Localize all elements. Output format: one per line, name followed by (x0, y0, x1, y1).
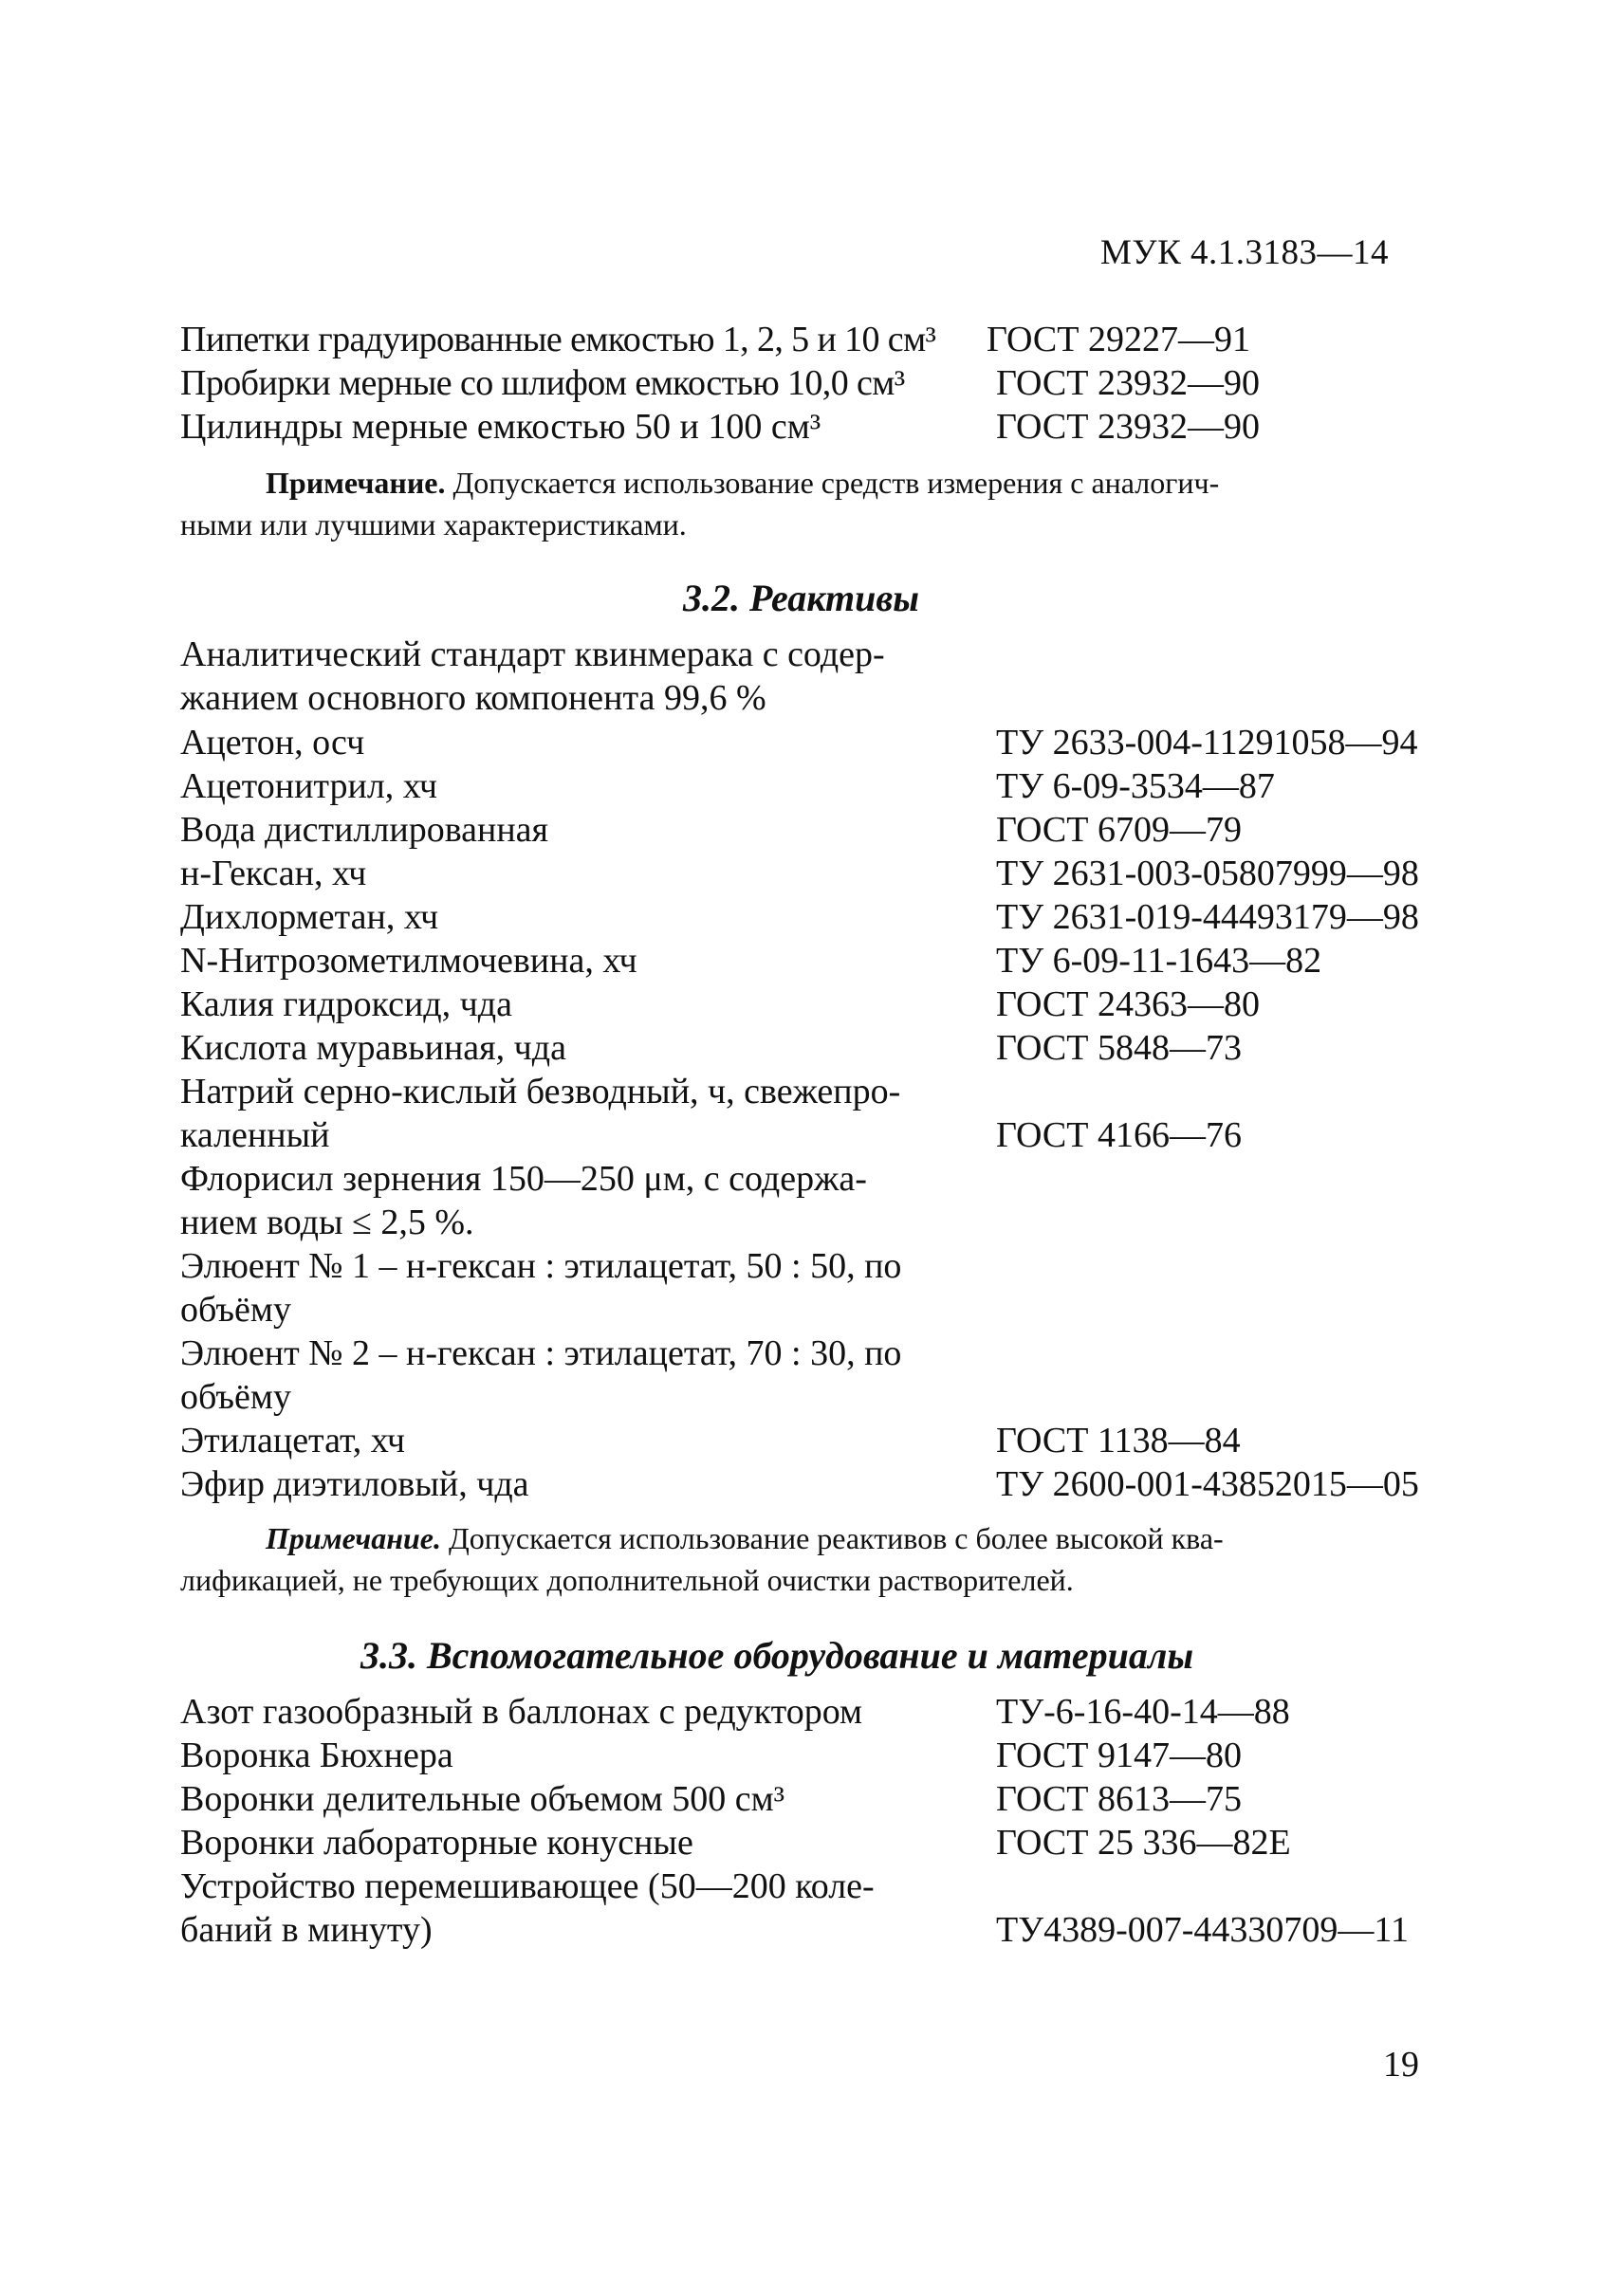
reagent-standard: ГОСТ 6709—79 (996, 810, 1242, 850)
reagent-row (180, 1419, 1508, 1462)
reagent-row (180, 1070, 1508, 1157)
reagent-name: н-Гексан, хч (180, 854, 367, 893)
reagent-name (180, 1244, 977, 1332)
reagent-standard: ТУ 2631-019-44493179—98 (996, 897, 1419, 937)
equipment-row (180, 1821, 1508, 1864)
reagent-name-line: объёму (180, 1377, 291, 1417)
note-line (180, 462, 1432, 504)
document-code: МУК 4.1.3183—14 (1100, 233, 1390, 272)
instrument-name: Пипетки градуированные емкостью 1, 2, 5 и 10 см³ (180, 320, 936, 359)
note-text: Допускается использование реактивов с более высокой ква- (448, 1521, 1224, 1555)
equipment-name: Воронка Бюхнера (180, 1736, 453, 1775)
reagent-standard: ТУ 2633-004-11291058—94 (996, 723, 1418, 762)
reagent-name-line: Флорисил зернения 150—250 μм, с содержа- (180, 1159, 867, 1199)
reagent-standard: ГОСТ 4166—76 (996, 1115, 1242, 1155)
instrument-standard: ГОСТ 23932—90 (996, 407, 1260, 447)
equipment-row (180, 1734, 1508, 1777)
reagent-standard: ТУ 6-09-3534—87 (996, 766, 1275, 806)
instrument-row (180, 361, 1508, 405)
instrument-row (180, 405, 1508, 449)
equipment-standard: ГОСТ 8613—75 (996, 1779, 1242, 1819)
reagent-name: Ацетон, осч (180, 723, 365, 762)
instrument-standard: ГОСТ 29227—91 (987, 320, 1250, 359)
equipment-standard: ГОСТ 9147—80 (996, 1736, 1242, 1775)
note-line: ными или лучшими характеристиками. (180, 507, 687, 542)
reagent-row (180, 895, 1508, 939)
reagent-row (180, 1157, 1508, 1244)
reagent-name (180, 1332, 977, 1419)
reagent-name-line: Натрий серно-кислый безводный, ч, свежепро- (180, 1072, 901, 1111)
reagent-name: Калия гидроксид, чда (180, 984, 512, 1024)
reagent-standard: ТУ 6-09-11-1643—82 (996, 941, 1322, 981)
reagent-row (180, 852, 1508, 895)
reagent-name-line: жанием основного компонента 99,6 % (180, 678, 766, 718)
equipment-standard: ГОСТ 25 336—82Е (996, 1823, 1291, 1863)
equipment-name: Азот газообразный в баллонах с редуктором (180, 1692, 863, 1732)
note-label: Примечание. (266, 466, 446, 500)
reagent-name: Вода дистиллированная (180, 810, 549, 850)
reagent-name-line: Аналитический стандарт квинмерака с содер- (180, 634, 885, 674)
reagent-row (180, 808, 1508, 852)
reagent-name-line: объёму (180, 1290, 291, 1330)
reagent-row (180, 1332, 1508, 1419)
equipment-name: Воронки лабораторные конусные (180, 1823, 693, 1863)
equipment-row (180, 1777, 1508, 1821)
note-label: Примечание. (266, 1521, 441, 1555)
reagent-name-line: Элюент № 1 – н-гексан : этилацетат, 50 : 50, по (180, 1246, 902, 1286)
instrument-name: Цилиндры мерные емкостью 50 и 100 см³ (180, 407, 821, 447)
reagent-name (180, 1157, 977, 1244)
note-line (180, 1517, 1432, 1559)
reagent-name (180, 633, 977, 720)
equipment-name-line: Устройство перемешивающее (50—200 коле- (180, 1866, 875, 1906)
reagent-standard: ГОСТ 1138—84 (996, 1421, 1241, 1460)
reagent-row (180, 764, 1508, 808)
note-instruments (180, 462, 1432, 545)
reagent-row (180, 1244, 1508, 1332)
reagent-standard: ТУ 2600-001-43852015—05 (996, 1464, 1419, 1504)
reagent-standard: ТУ 2631-003-05807999—98 (996, 854, 1419, 893)
note-text: Допускается использование средств измерения с аналогич- (452, 466, 1220, 500)
equipment-standard: ТУ4389-007-44330709—11 (996, 1910, 1410, 1950)
reagent-name-line: Элюент № 2 – н-гексан : этилацетат, 70 : 30, по (180, 1333, 902, 1373)
reagent-name (180, 1070, 977, 1157)
reagent-name: Этилацетат, хч (180, 1421, 405, 1460)
reagent-name-line: каленный (180, 1115, 330, 1155)
equipment-name-line: баний в минуту) (180, 1910, 433, 1950)
section-heading-reagents: 3.2. Реактивы (683, 577, 919, 619)
reagent-name: Дихлорметан, хч (180, 897, 439, 937)
reagent-standard: ГОСТ 24363—80 (996, 984, 1260, 1024)
note-line: лификацией, не требующих дополнительной очистки растворителей. (180, 1563, 1074, 1597)
reagent-row (180, 721, 1508, 764)
equipment-standard: ТУ-6-16-40-14—88 (996, 1692, 1290, 1732)
reagent-row (180, 633, 1508, 720)
reagent-row (180, 1026, 1508, 1070)
instrument-row (180, 318, 1508, 361)
equipment-name: Воронки делительные объемом 500 см³ (180, 1779, 785, 1819)
reagent-name: Кислота муравьиная, чда (180, 1028, 566, 1068)
equipment-row (180, 1864, 1508, 1952)
reagent-standard: ГОСТ 5848—73 (996, 1028, 1242, 1068)
instrument-name: Пробирки мерные со шлифом емкостью 10,0 см³ (180, 363, 905, 403)
reagent-name: Ацетонитрил, хч (180, 766, 438, 806)
note-reagents (180, 1517, 1432, 1601)
section-heading-equipment: 3.3. Вспомогательное оборудование и материалы (360, 1634, 1194, 1677)
reagent-name: Эфир диэтиловый, чда (180, 1464, 529, 1504)
equipment-name (180, 1864, 977, 1952)
page-number: 19 (1383, 2045, 1419, 2085)
reagent-name-line: нием воды ≤ 2,5 %. (180, 1203, 474, 1242)
reagent-row (180, 983, 1508, 1026)
reagent-row (180, 1462, 1508, 1506)
reagent-row (180, 939, 1508, 983)
reagent-name: N-Нитрозометилмочевина, хч (180, 941, 637, 981)
equipment-row (180, 1690, 1508, 1734)
instrument-standard: ГОСТ 23932—90 (996, 363, 1260, 403)
